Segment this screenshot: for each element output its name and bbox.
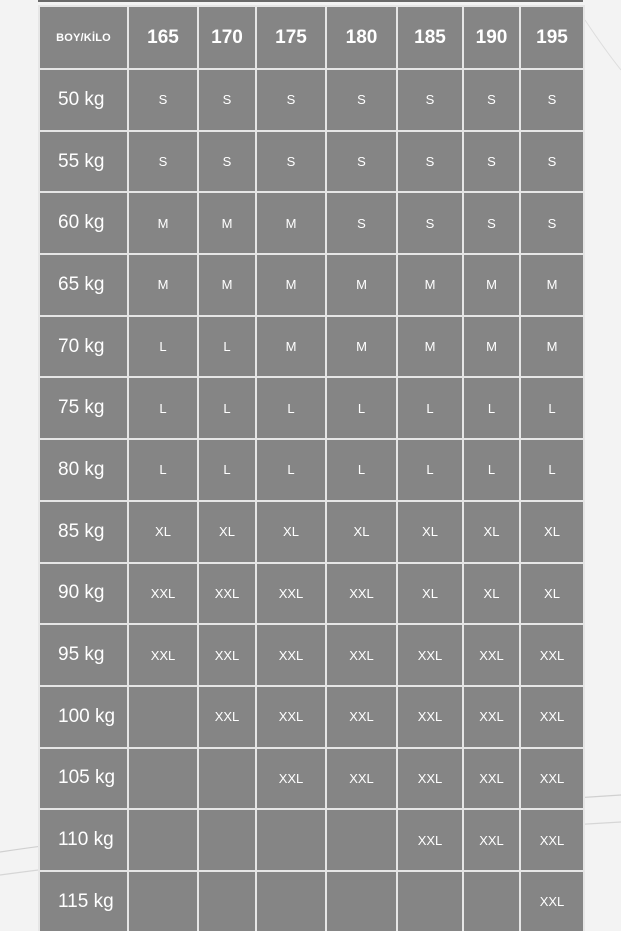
size-cell: S (520, 69, 584, 131)
size-cell: M (397, 316, 463, 378)
weight-label: 65 kg (39, 254, 128, 316)
size-cell: XXL (256, 563, 326, 625)
size-cell (326, 809, 397, 871)
size-cell: XL (463, 501, 520, 563)
weight-label: 80 kg (39, 439, 128, 501)
size-cell: XXL (326, 686, 397, 748)
size-cell: M (198, 192, 256, 254)
size-cell: XXL (463, 624, 520, 686)
size-chart-table (38, 5, 585, 931)
size-cell (326, 871, 397, 931)
size-cell: M (397, 254, 463, 316)
size-cell: S (128, 131, 198, 193)
size-cell (128, 809, 198, 871)
size-cell: XL (198, 501, 256, 563)
size-cell: S (463, 192, 520, 254)
size-cell: XL (128, 501, 198, 563)
size-cell: XXL (326, 563, 397, 625)
table-row (39, 871, 584, 931)
size-cell: M (128, 192, 198, 254)
size-cell: XL (520, 501, 584, 563)
size-cell (198, 871, 256, 931)
size-cell: XXL (463, 748, 520, 810)
weight-label: 85 kg (39, 501, 128, 563)
size-cell: XXL (198, 563, 256, 625)
size-cell: M (520, 254, 584, 316)
size-cell: XXL (520, 871, 584, 931)
size-cell: XXL (397, 624, 463, 686)
size-cell: M (256, 316, 326, 378)
height-header-180: 180 (326, 6, 397, 69)
size-cell: S (256, 131, 326, 193)
size-cell: S (326, 131, 397, 193)
size-cell: XXL (256, 748, 326, 810)
size-cell: XXL (198, 624, 256, 686)
size-cell: M (128, 254, 198, 316)
header-row (39, 6, 584, 69)
weight-label: 70 kg (39, 316, 128, 378)
weight-label: 60 kg (39, 192, 128, 254)
size-cell: S (397, 192, 463, 254)
size-cell: XXL (520, 809, 584, 871)
size-cell: XXL (520, 686, 584, 748)
table-row (39, 624, 584, 686)
weight-label: 55 kg (39, 131, 128, 193)
size-cell: XXL (397, 748, 463, 810)
table-row (39, 377, 584, 439)
size-cell: XXL (520, 624, 584, 686)
table-body (39, 69, 584, 931)
size-cell: L (397, 377, 463, 439)
height-header-175: 175 (256, 6, 326, 69)
size-cell: L (326, 439, 397, 501)
size-cell: XXL (397, 809, 463, 871)
size-cell: M (326, 316, 397, 378)
size-cell: M (463, 254, 520, 316)
size-cell (128, 686, 198, 748)
height-header-190: 190 (463, 6, 520, 69)
size-cell: XL (397, 563, 463, 625)
size-cell: XXL (326, 624, 397, 686)
weight-label: 95 kg (39, 624, 128, 686)
size-cell: XXL (463, 686, 520, 748)
height-header-170: 170 (198, 6, 256, 69)
size-cell: XL (256, 501, 326, 563)
size-cell (256, 809, 326, 871)
size-cell: L (463, 439, 520, 501)
size-cell: XL (520, 563, 584, 625)
weight-label: 115 kg (39, 871, 128, 931)
weight-label: 105 kg (39, 748, 128, 810)
size-cell: S (520, 192, 584, 254)
table-row (39, 439, 584, 501)
size-cell: L (128, 316, 198, 378)
size-cell: S (326, 192, 397, 254)
table-row (39, 563, 584, 625)
size-cell: S (397, 69, 463, 131)
corner-label: BOY/KİLO (39, 6, 128, 69)
table-row (39, 254, 584, 316)
weight-label: 100 kg (39, 686, 128, 748)
size-cell: L (520, 439, 584, 501)
size-cell: XXL (463, 809, 520, 871)
table-row (39, 69, 584, 131)
size-cell: XXL (128, 563, 198, 625)
size-cell (198, 809, 256, 871)
size-cell: L (198, 439, 256, 501)
size-cell: S (198, 131, 256, 193)
size-cell: L (256, 377, 326, 439)
size-cell: XXL (256, 686, 326, 748)
size-cell: L (198, 377, 256, 439)
size-cell: S (326, 69, 397, 131)
weight-label: 90 kg (39, 563, 128, 625)
table-row (39, 686, 584, 748)
weight-label: 110 kg (39, 809, 128, 871)
size-cell: S (256, 69, 326, 131)
table-row (39, 316, 584, 378)
size-cell: XXL (326, 748, 397, 810)
height-header-195: 195 (520, 6, 584, 69)
size-cell: M (256, 254, 326, 316)
height-header-185: 185 (397, 6, 463, 69)
size-cell: XXL (520, 748, 584, 810)
table-row (39, 131, 584, 193)
weight-label: 50 kg (39, 69, 128, 131)
size-cell: M (326, 254, 397, 316)
size-cell (256, 871, 326, 931)
size-cell (198, 748, 256, 810)
size-cell: L (520, 377, 584, 439)
size-cell: XL (397, 501, 463, 563)
size-cell: L (463, 377, 520, 439)
size-cell: S (397, 131, 463, 193)
size-cell: L (198, 316, 256, 378)
size-cell (397, 871, 463, 931)
size-cell: XL (326, 501, 397, 563)
weight-label: 75 kg (39, 377, 128, 439)
table-row (39, 809, 584, 871)
size-cell: L (397, 439, 463, 501)
height-header-165: 165 (128, 6, 198, 69)
size-cell: S (463, 69, 520, 131)
table-row (39, 192, 584, 254)
size-cell: S (198, 69, 256, 131)
size-cell: S (463, 131, 520, 193)
size-cell: L (326, 377, 397, 439)
size-cell: XXL (198, 686, 256, 748)
size-cell: L (256, 439, 326, 501)
size-cell: M (520, 316, 584, 378)
size-cell: M (256, 192, 326, 254)
size-cell (463, 871, 520, 931)
size-cell: XXL (128, 624, 198, 686)
size-cell: S (128, 69, 198, 131)
table-row (39, 501, 584, 563)
size-cell: M (198, 254, 256, 316)
size-cell (128, 871, 198, 931)
size-cell: XXL (256, 624, 326, 686)
size-cell: L (128, 377, 198, 439)
size-cell: XL (463, 563, 520, 625)
table-row (39, 748, 584, 810)
size-cell (128, 748, 198, 810)
size-cell: S (520, 131, 584, 193)
size-cell: L (128, 439, 198, 501)
top-border-line (38, 0, 583, 2)
size-cell: M (463, 316, 520, 378)
size-cell: XXL (397, 686, 463, 748)
